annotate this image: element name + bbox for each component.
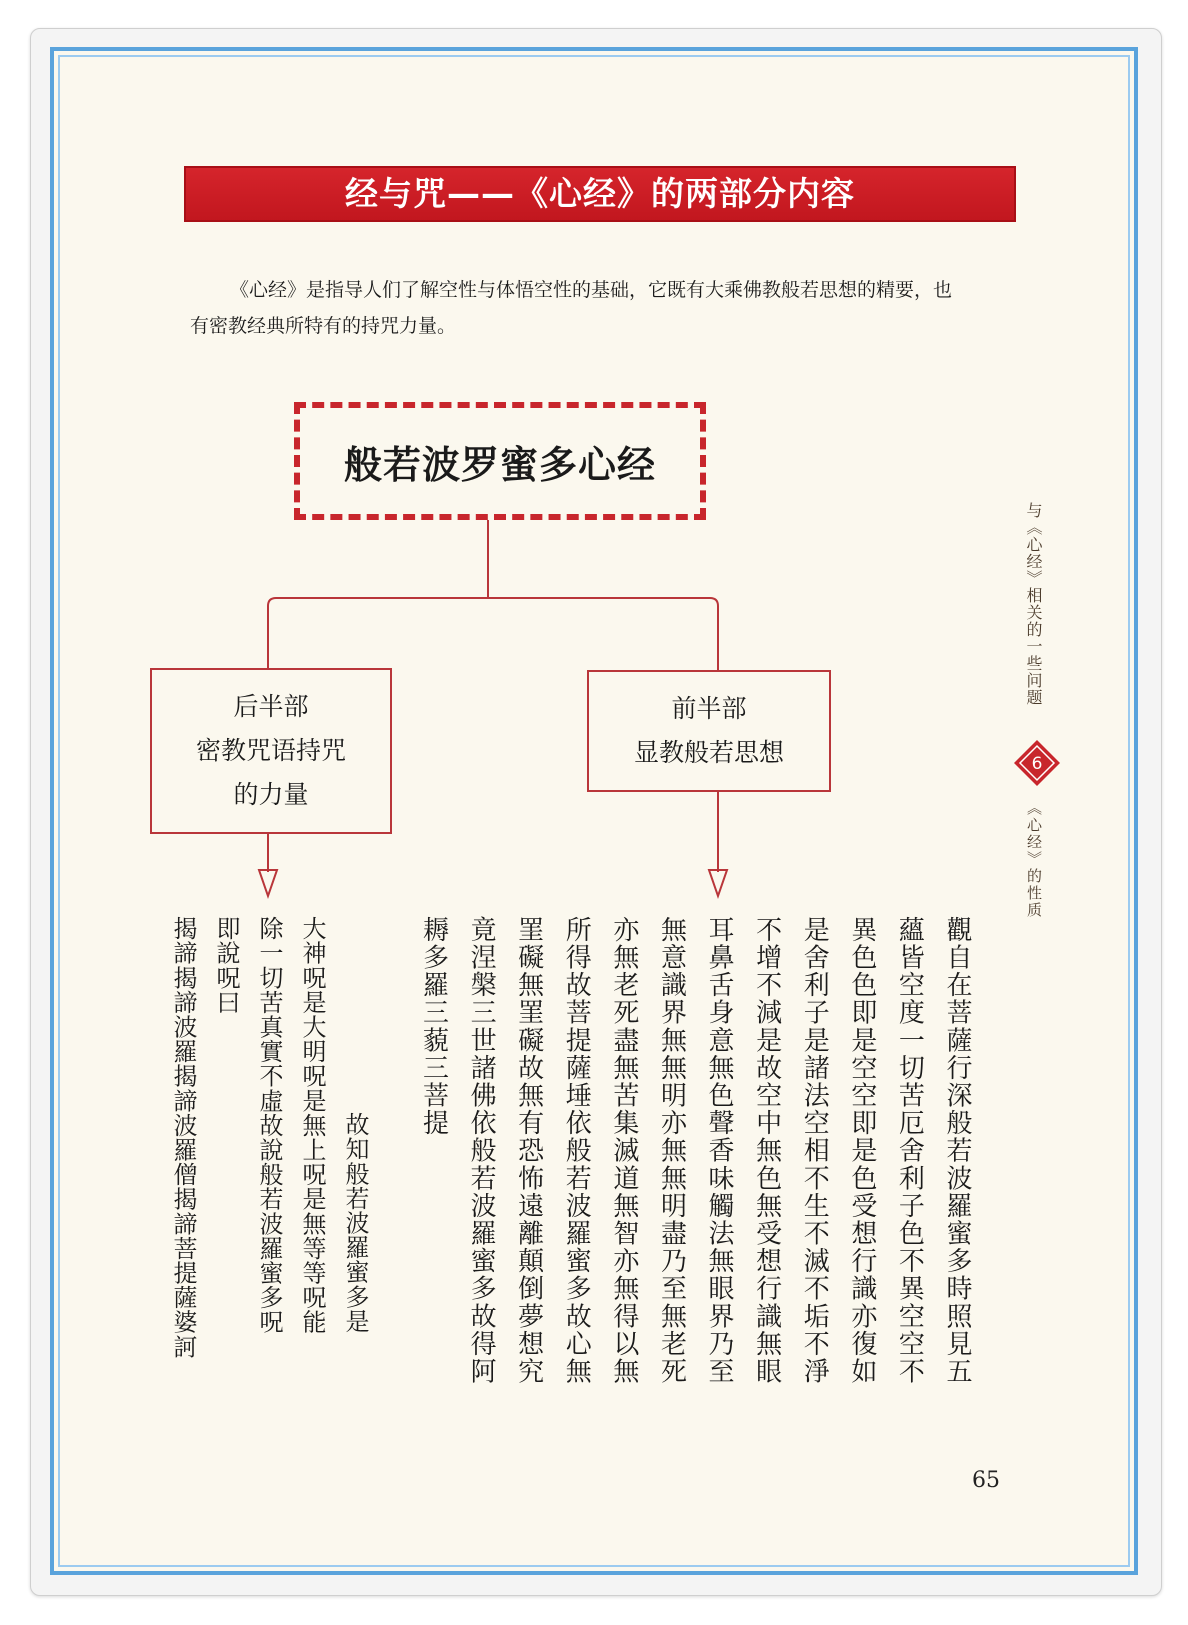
sutra-column: 蘊皆空度一切苦厄舍利子色不異空空不 bbox=[894, 916, 925, 1386]
chapter-badge bbox=[1012, 738, 1062, 788]
sutra-column: 耳鼻舌身意無色聲香味觸法無眼界乃至 bbox=[704, 916, 735, 1386]
sutra-column: 不增不減是故空中無色無受想行識無眼 bbox=[751, 916, 782, 1386]
sutra-column: 是舍利子是諸法空相不生不滅不垢不淨 bbox=[799, 916, 830, 1386]
sutra-column: 除一切苦真實不虛故說般若波羅蜜多呪 bbox=[255, 916, 283, 1335]
diagram-root-label: 般若波罗蜜多心经 bbox=[343, 441, 656, 487]
left-arrow-head-icon bbox=[259, 870, 277, 896]
sutra-column: 觀自在菩薩行深般若波羅蜜多時照見五 bbox=[942, 916, 972, 1386]
page-number: 65 bbox=[972, 1468, 1000, 1493]
chapter-side-subtitle: 《心经》的性质 bbox=[1025, 800, 1043, 919]
intro-paragraph: 《心经》是指导人们了解空性与体悟空性的基础，它既有大乘佛教般若思想的精要，也有密教经典所特有的持咒力量。 bbox=[190, 279, 953, 337]
left-branch-line3: 的力量 bbox=[233, 780, 309, 809]
right-branch-box bbox=[587, 670, 831, 792]
sutra-column: 大神呪是大明呪是無上呪是無等等呪能 bbox=[298, 916, 326, 1335]
right-arrow-head-icon bbox=[709, 870, 727, 896]
sutra-column: 亦無老死盡無苦集滅道無智亦無得以無 bbox=[608, 916, 639, 1386]
sutra-column: 無意識界無無明亦無無明盡乃至無老死 bbox=[656, 916, 687, 1386]
left-branch-line2: 密教咒语持咒 bbox=[195, 736, 346, 765]
sutra-text-first-half bbox=[410, 916, 980, 1416]
sutra-text-second-half bbox=[166, 916, 376, 1416]
mantra-column: 揭諦揭諦波羅揭諦波羅僧揭諦菩提薩婆訶 bbox=[169, 916, 197, 1359]
section-title-banner: 经与咒——《心经》的两部分内容 bbox=[184, 166, 1016, 222]
sutra-column: 所得故菩提薩埵依般若波羅蜜多故心無 bbox=[561, 916, 592, 1386]
sutra-column: 罣礙無罣礙故無有恐怖遠離顛倒夢想究 bbox=[513, 916, 544, 1386]
chapter-side-title: 与《心经》相关的一些问题 bbox=[1024, 502, 1043, 706]
left-branch-box bbox=[150, 668, 392, 834]
right-branch-line2: 显教般若思想 bbox=[633, 738, 784, 767]
chapter-number: 6 bbox=[1031, 754, 1043, 774]
left-branch-line1: 后半部 bbox=[233, 692, 309, 721]
sutra-column: 異色色即是空空即是色受想行識亦復如 bbox=[846, 916, 877, 1386]
sutra-column: 竟涅槃三世諸佛依般若波羅蜜多故得阿 bbox=[466, 916, 497, 1386]
sutra-column: 即說呪曰 bbox=[212, 916, 240, 1015]
sutra-column: 耨多羅三藐三菩提 bbox=[418, 916, 449, 1137]
right-branch-line1: 前半部 bbox=[671, 694, 747, 723]
sutra-column: 故知般若波羅蜜多是 bbox=[341, 1112, 369, 1334]
branch-connector-line bbox=[268, 598, 718, 670]
